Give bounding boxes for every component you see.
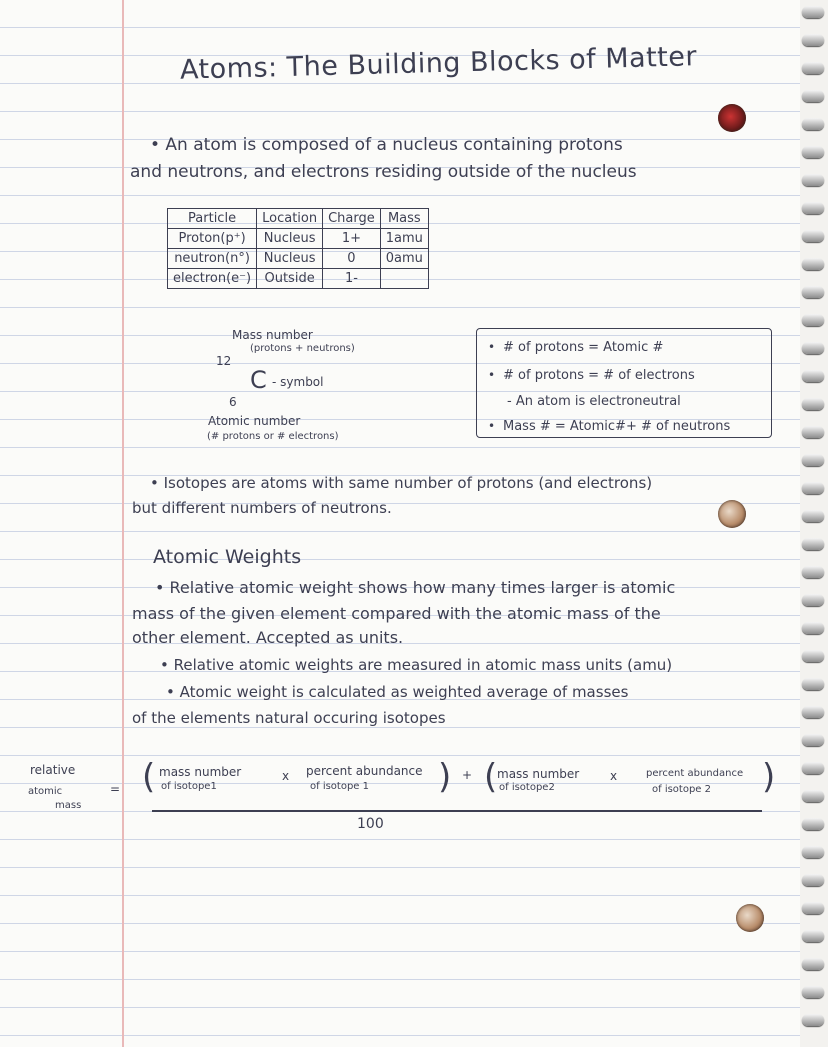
formula-denominator: 100 [357,816,384,832]
table-cell: neutron(n°) [168,249,257,269]
intro-line-1: • An atom is composed of a nucleus containing protons [150,135,623,155]
term1-b: of isotope1 [161,781,217,792]
formula-left-2: atomic [28,786,63,797]
table-row [168,269,429,289]
atomic-number-label: Atomic number [208,414,301,428]
plus-sign: + [462,768,473,782]
mass-number-note: (protons + neutrons) [250,343,355,354]
table-header: Mass [380,209,428,229]
table-cell: electron(e⁻) [168,269,257,289]
times-1: x [282,769,290,783]
term2-a: percent abundance [306,764,423,778]
table-cell [380,269,428,289]
table-header-row [168,209,429,229]
rule-line-2: # of protons = # of electrons [503,368,695,383]
rule-bullet: • [488,368,496,382]
term4-b: of isotope 2 [652,784,712,795]
atomic-weights-line-6: of the elements natural occuring isotopes [132,709,446,727]
intro-line-2: and neutrons, and electrons residing outside of the nucleus [130,162,637,182]
formula-left-1: relative [30,763,76,777]
term3-b: of isotope2 [499,782,555,793]
rule-bullet: • [488,340,496,354]
term1-a: mass number [159,765,242,779]
rule-line-4: Mass # = Atomic#+ # of neutrons [503,419,731,434]
rule-line-1: # of protons = Atomic # [503,340,664,355]
table-cell: 0amu [380,249,428,269]
atomic-weights-line-3: other element. Accepted as units. [132,628,404,647]
table-header: Location [257,209,323,229]
atomic-number-note: (# protons or # electrons) [207,431,339,442]
mass-number-value: 12 [216,354,232,368]
term2-b: of isotope 1 [310,781,370,792]
table-row [168,249,429,269]
table-header: Charge [323,209,381,229]
atomic-weights-heading: Atomic Weights [153,546,302,568]
symbol-label: - symbol [272,375,324,389]
table-cell: Outside [257,269,323,289]
table-cell: 0 [323,249,381,269]
particle-table [167,208,429,289]
page-title: Atoms: The Building Blocks of Matter [179,41,698,86]
table-cell: 1- [323,269,381,289]
formula-equals: = [110,782,121,796]
atomic-weights-line-5: • Atomic weight is calculated as weighted average of masses [166,683,629,701]
table-cell: 1+ [323,229,381,249]
table-cell: Nucleus [257,229,323,249]
close-paren: ) [762,757,776,797]
term3-a: mass number [497,767,580,781]
atomic-number-value: 6 [229,395,237,409]
close-paren: ) [438,757,452,797]
margin-line [122,0,124,1047]
open-paren: ( [484,757,498,797]
atomic-weights-line-4: • Relative atomic weights are measured in atomic mass units (amu) [160,656,673,674]
table-cell: Proton(p⁺) [168,229,257,249]
rule-line-3: - An atom is electroneutral [507,394,681,409]
rule-bullet: • [488,419,496,433]
isotopes-line-2: but different numbers of neutrons. [132,499,392,517]
open-paren: ( [142,757,156,797]
mass-number-label: Mass number [232,328,313,342]
table-cell: Nucleus [257,249,323,269]
times-2: x [610,769,618,783]
isotopes-line-1: • Isotopes are atoms with same number of protons (and electrons) [150,474,653,492]
table-cell: 1amu [380,229,428,249]
spiral-binding [800,0,828,1047]
punch-hole [736,904,764,932]
fraction-bar [152,810,762,812]
punch-hole [718,500,746,528]
atomic-weights-line-1: • Relative atomic weight shows how many times larger is atomic [155,578,676,597]
punch-hole [718,104,746,132]
formula-left-3: mass [55,800,82,811]
table-header: Particle [168,209,257,229]
table-row [168,229,429,249]
atomic-weights-line-2: mass of the given element compared with the atomic mass of the [132,604,661,623]
element-symbol: C [250,366,267,394]
term4-a: percent abundance [646,768,744,779]
